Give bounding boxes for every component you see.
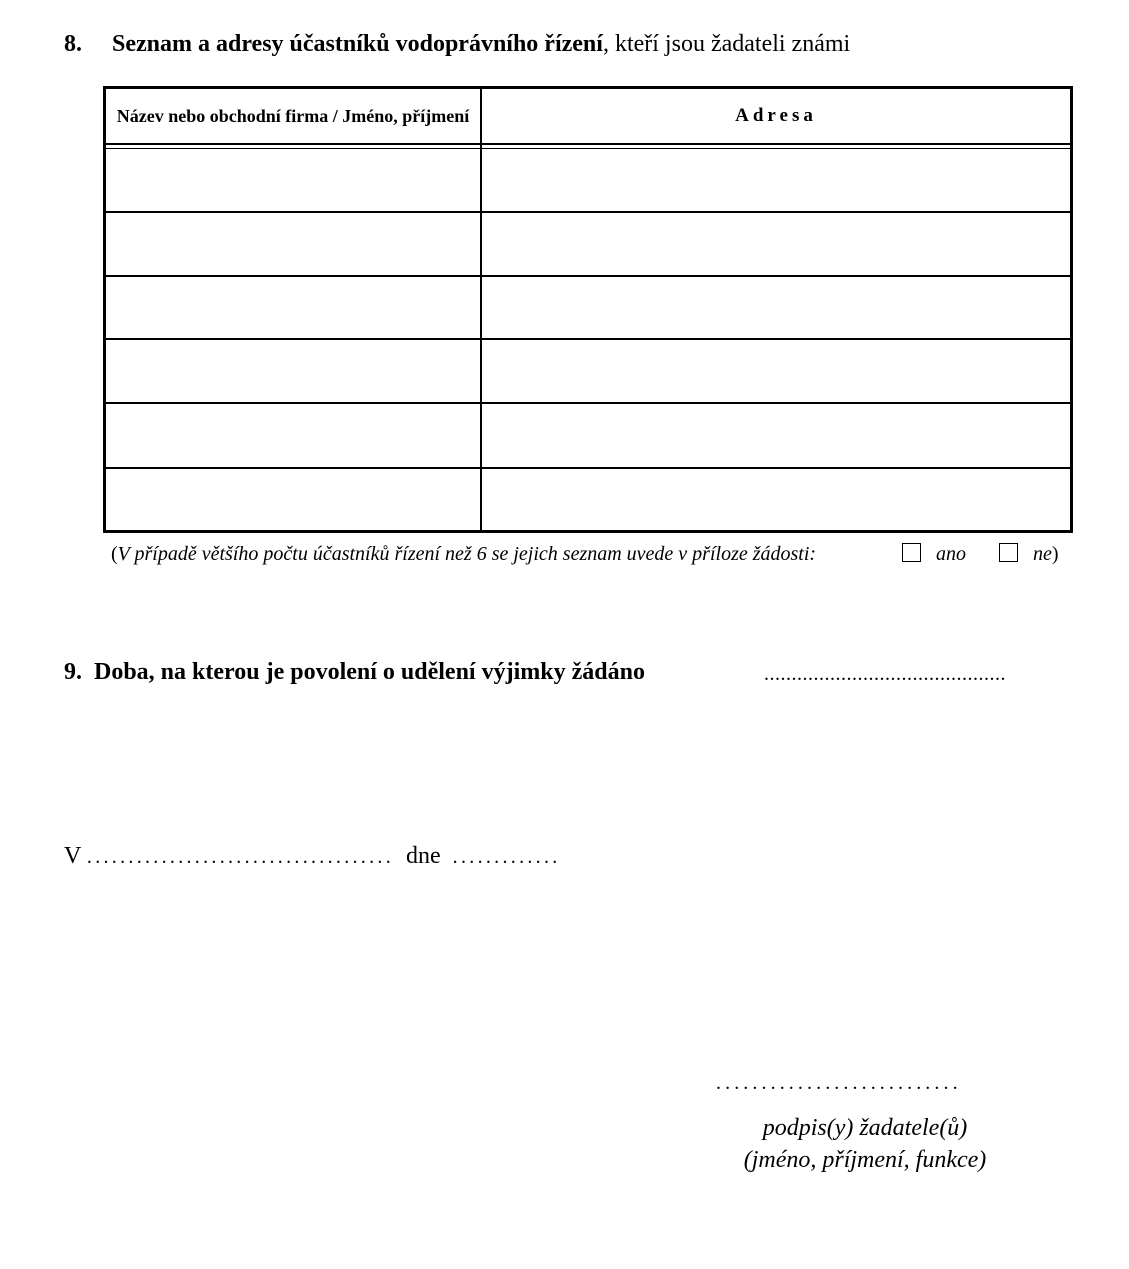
attachment-note	[111, 540, 816, 568]
row-divider	[106, 338, 1070, 340]
date-field[interactable]: .............	[452, 846, 561, 868]
row-6-address-cell[interactable]	[486, 471, 1070, 529]
checkbox-yes-label: ano	[936, 543, 966, 565]
section-8-heading	[64, 28, 850, 60]
row-divider	[106, 275, 1070, 277]
checkbox-no[interactable]	[999, 543, 1018, 562]
checkbox-yes[interactable]	[902, 543, 921, 562]
section-9-heading	[64, 656, 645, 688]
row-3-address-cell[interactable]	[486, 279, 1070, 336]
section-8-title-bold: Seznam a adresy účastníků vodoprávního řízení	[112, 31, 603, 57]
section-8-title-rest: , kteří jsou žadateli známi	[602, 31, 851, 57]
row-3-name-cell[interactable]	[110, 279, 476, 336]
section-9-number: 9.	[64, 659, 82, 685]
participants-table	[103, 86, 1073, 533]
header-name	[106, 89, 480, 143]
row-divider	[106, 467, 1070, 469]
row-divider	[106, 402, 1070, 404]
row-4-address-cell[interactable]	[486, 342, 1070, 400]
note-text: V případě většího počtu účastníků řízení než 6 se jejich seznam uvede v příloze žádosti:	[117, 543, 817, 565]
header-name-label: Název nebo obchodní firma / Jméno, příjmení	[116, 106, 470, 126]
row-2-address-cell[interactable]	[486, 215, 1070, 273]
date-label: dne	[406, 843, 441, 869]
signature-caption	[700, 1112, 1030, 1176]
place-field[interactable]: .....................................	[86, 846, 395, 868]
row-6-name-cell[interactable]	[110, 471, 476, 529]
checkbox-no-label: ne	[1033, 543, 1052, 565]
place-prefix: V	[64, 843, 81, 869]
row-5-address-cell[interactable]	[486, 406, 1070, 465]
signature-caption-line2: (jméno, příjmení, funkce)	[743, 1147, 987, 1173]
row-1-name-cell[interactable]	[110, 149, 476, 209]
row-1-address-cell[interactable]	[486, 149, 1070, 209]
section-8-number: 8.	[64, 31, 82, 57]
duration-field[interactable]: ............................................	[764, 663, 1006, 685]
place-date-line	[64, 840, 561, 873]
note-close-paren: )	[1051, 543, 1059, 565]
row-5-name-cell[interactable]	[110, 406, 476, 465]
row-2-name-cell[interactable]	[110, 215, 476, 273]
column-divider	[480, 89, 482, 530]
checkbox-no-label-wrap	[1033, 540, 1059, 568]
header-address: Adresa	[735, 105, 817, 126]
row-4-name-cell[interactable]	[110, 342, 476, 400]
section-9-title: Doba, na kterou je povolení o udělení výjimky žádáno	[94, 659, 645, 685]
note-open-paren: (	[111, 543, 118, 565]
signature-caption-line1: podpis(y) žadatele(ů)	[762, 1115, 968, 1141]
signature-field[interactable]: ...........................	[716, 1072, 962, 1094]
row-divider	[106, 211, 1070, 213]
